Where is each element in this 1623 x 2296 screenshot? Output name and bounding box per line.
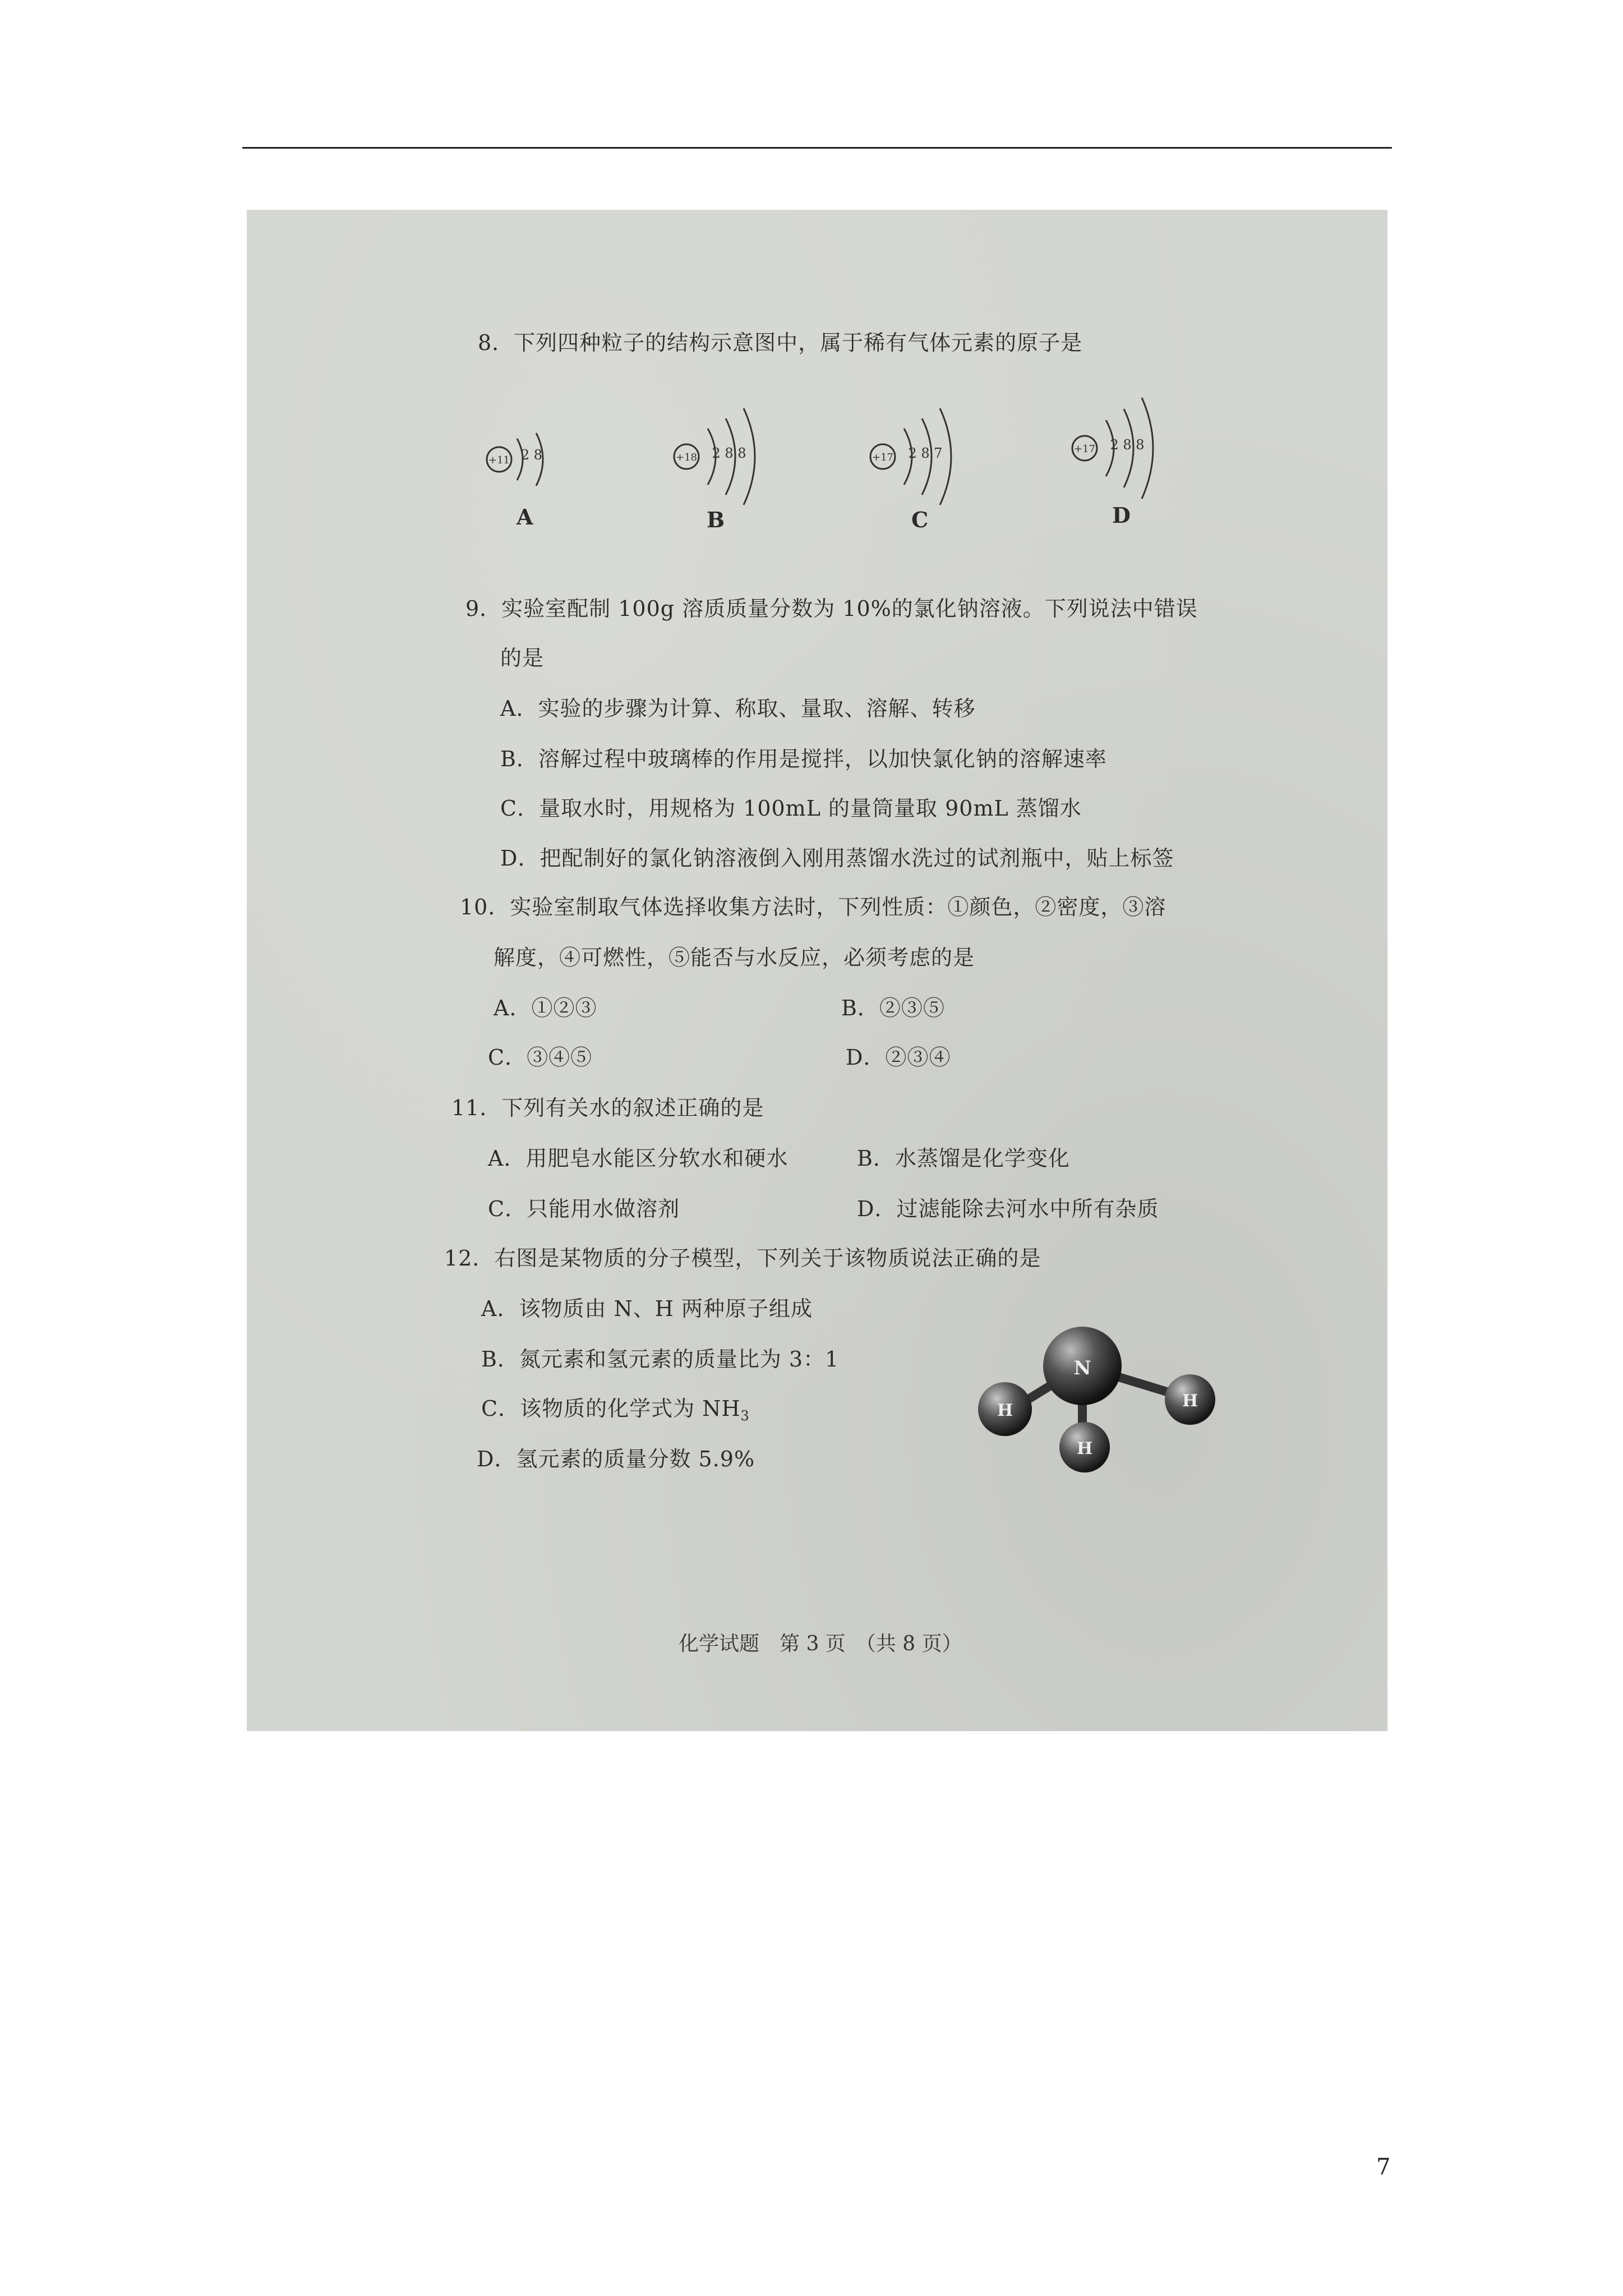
atom-b-electrons: 2 8 8 [712, 445, 746, 461]
nitrogen-atom-label: N [1073, 1357, 1091, 1379]
q9-option-b: B．溶解过程中玻璃棒的作用是搅拌，以加快氯化钠的溶解速率 [500, 747, 1107, 771]
q11-option-c: C．只能用水做溶剂 [488, 1197, 680, 1221]
q11-option-b: B．水蒸馏是化学变化 [857, 1146, 1070, 1171]
q10-option-b: B．②③⑤ [841, 996, 945, 1020]
q11-option-a: A．用肥皂水能区分软水和硬水 [488, 1146, 789, 1171]
exam-footer: 化学试题 第 3 页 （共 8 页） [679, 1632, 962, 1655]
atom-label-d: D [1112, 503, 1131, 528]
atom-a-nucleus: +11 [488, 454, 510, 466]
atom-diagram-b [667, 389, 780, 513]
q10-option-a: A．①②③ [494, 996, 597, 1020]
q10-option-d: D．②③④ [846, 1045, 951, 1070]
atom-c-electrons: 2 8 7 [908, 445, 943, 461]
q12-option-d: D．氢元素的质量分数 5.9% [477, 1447, 755, 1471]
q12-option-b: B．氮元素和氢元素的质量比为 3：1 [481, 1347, 840, 1372]
atom-diagram-c [864, 389, 976, 513]
atom-diagram-d [1066, 378, 1178, 507]
q9-option-a: A．实验的步骤为计算、称取、量取、溶解、转移 [500, 696, 976, 721]
q9-line2: 的是 [500, 646, 545, 670]
hydrogen-atom-label-left: H [997, 1401, 1013, 1420]
page-number: 7 [1376, 2154, 1391, 2180]
atom-label-a: A [517, 504, 533, 530]
q12-option-c [481, 1391, 750, 1424]
q10-line1: 10．实验室制取气体选择收集方法时，下列性质：①颜色，②密度，③溶 [460, 895, 1166, 919]
q10-line2: 解度，④可燃性，⑤能否与水反应，必须考虑的是 [494, 945, 975, 970]
q8-text: 8．下列四种粒子的结构示意图中，属于稀有气体元素的原子是 [478, 330, 1083, 355]
q12-option-c-text: C．该物质的化学式为 NH [481, 1396, 741, 1421]
q11-option-d: D．过滤能除去河水中所有杂质 [857, 1197, 1159, 1221]
q12-text: 12．右图是某物质的分子模型，下列关于该物质说法正确的是 [444, 1246, 1041, 1271]
atom-label-c: C [911, 507, 929, 532]
q11-text: 11．下列有关水的叙述正确的是 [451, 1096, 764, 1120]
atom-d-electrons: 2 8 8 [1110, 437, 1145, 453]
header-rule [242, 147, 1392, 149]
q9-option-d: D．把配制好的氯化钠溶液倒入刚用蒸馏水洗过的试剂瓶中，贴上标签 [500, 846, 1174, 871]
hydrogen-atom-label-bottom: H [1076, 1439, 1093, 1458]
molecule-model [970, 1313, 1234, 1481]
q12-option-c-subscript: 3 [740, 1408, 750, 1424]
q9-line1: 9．实验室配制 100g 溶质质量分数为 10%的氯化钠溶液。下列说法中错误 [465, 596, 1198, 621]
hydrogen-atom-label-right: H [1182, 1391, 1198, 1411]
atom-d-nucleus: +17 [1074, 443, 1095, 455]
atom-c-nucleus: +17 [872, 452, 893, 463]
exam-photo [247, 210, 1387, 1731]
q12-option-a: A．该物质由 N、H 两种原子组成 [481, 1296, 813, 1321]
atom-b-nucleus: +18 [676, 452, 697, 463]
q9-option-c: C．量取水时，用规格为 100mL 的量筒量取 90mL 蒸馏水 [500, 796, 1082, 821]
q10-option-c: C．③④⑤ [488, 1045, 593, 1070]
atom-a-electrons: 2 8 [520, 447, 543, 463]
atom-label-b: B [707, 507, 725, 532]
atom-diagram-a [482, 417, 572, 501]
